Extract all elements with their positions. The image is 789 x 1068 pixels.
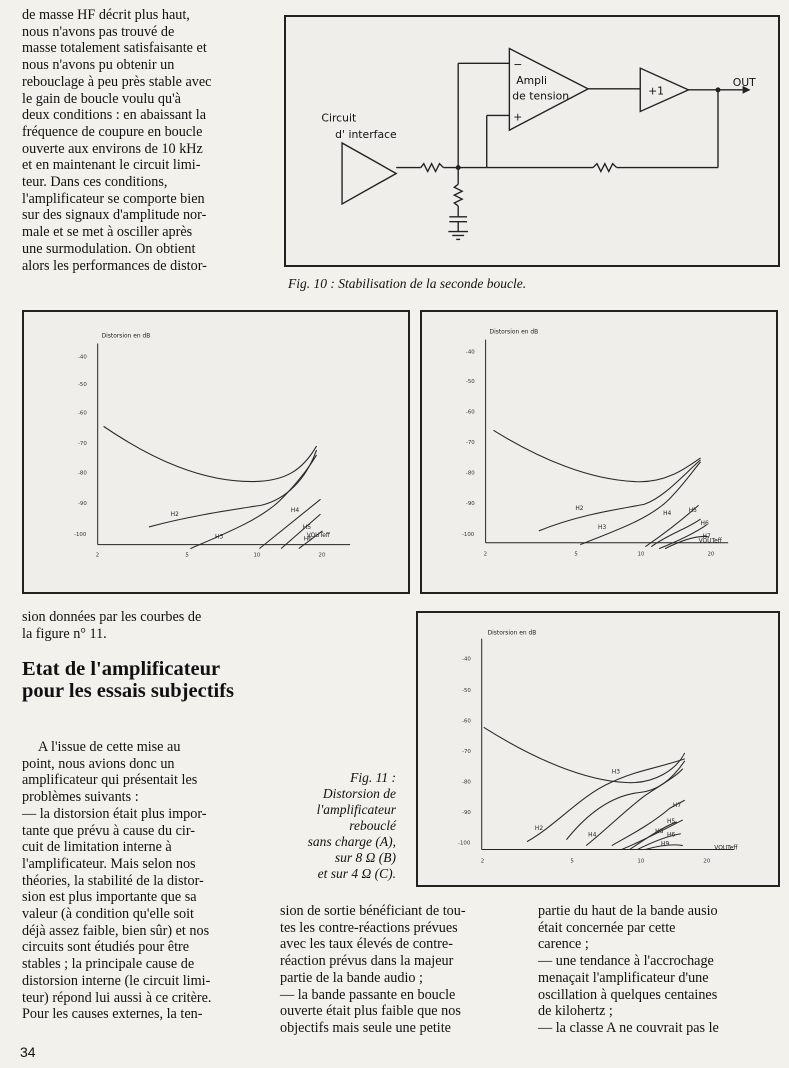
graph-a-series-label: H5	[302, 524, 311, 531]
col1-bottom-line: point, nous avions donc un	[22, 755, 175, 772]
graph-b-curve-total	[494, 430, 701, 481]
graph-b-ytick: -40	[465, 349, 475, 356]
col3-line: partie du haut de la bande ausio	[538, 903, 718, 919]
col2-line: tes les contre-réactions prévues	[280, 919, 458, 936]
graph-c-ytick: -60	[462, 718, 471, 725]
graph-a-ylabel: Distorsion en dB	[101, 333, 151, 340]
graph-a-series-label: H4	[290, 508, 300, 515]
col1-bottom-line: distorsion interne (le circuit limi-	[22, 972, 211, 989]
ampli-label-1: Ampli	[516, 73, 548, 87]
graph-b-ytick: -100	[461, 531, 475, 538]
col2-line: sion de sortie bénéficiant de tou-	[280, 903, 466, 919]
figure-11-caption	[278, 770, 396, 882]
col1-bottom-line: — la distorsion était plus impor-	[22, 805, 207, 822]
col1-bottom-line: teur) répond lui aussi à ce critère.	[22, 989, 212, 1006]
col1-bottom-line: amplificateur qui présentait les	[22, 772, 198, 789]
figure-11-caption-line: sur 8 Ω (B)	[334, 850, 396, 865]
graph-c-ytick: -90	[462, 810, 471, 817]
section-heading: Etat de l'amplificateur pour les essais subjectifs	[22, 658, 235, 702]
figure-11-caption-line: et sur 4 Ω (C).	[317, 866, 396, 881]
figure-10-schematic	[284, 15, 780, 267]
col3-line: était concernée par cette	[538, 919, 676, 936]
graph-a-ytick: -40	[77, 354, 87, 361]
col1-bottom-line: circuits sont étudiés pour être	[22, 939, 190, 956]
col2-line: ouverte était plus faible que nos	[280, 1003, 461, 1020]
graph-a-ytick: -50	[77, 381, 87, 388]
graph-b-curve-h3	[580, 462, 700, 545]
col1-top-line: fréquence de coupure en boucle	[22, 123, 203, 140]
graph-b-series-label: H7	[702, 533, 711, 540]
graph-c-series-label: H3	[611, 769, 621, 776]
page-number: 34	[20, 1044, 36, 1060]
col1-top-line: alors les performances de distor-	[22, 257, 207, 274]
col1-top-line: une surmodulation. On obtient	[22, 240, 196, 257]
col3-line: menaçait l'amplificateur d'une	[538, 969, 709, 986]
col2-line: avec les taux élevés de contre-	[280, 936, 453, 953]
graph-a-ytick: -60	[77, 410, 87, 417]
graph-c-xtick: 2	[480, 858, 485, 865]
col1-mid-line: la figure n° 11.	[22, 625, 107, 642]
graph-b-series-label: H2	[575, 506, 584, 513]
graph-a-xtick: 5	[185, 552, 189, 559]
graph-b-xtick: 20	[707, 551, 715, 558]
graph-c-series-label: H4	[588, 832, 597, 839]
graph-c-series-label: H5	[666, 818, 676, 825]
graph-b-ytick: -70	[465, 440, 475, 447]
col1-top-line: masse totalement satisfaisante et	[22, 40, 207, 57]
shunt-resistor	[454, 184, 462, 206]
graph-b-xlabel: VOUTeff	[698, 538, 722, 545]
graph-b-series-label: H6	[700, 520, 709, 527]
col1-top-line: le gain de boucle voulu qu'à	[22, 90, 181, 107]
graph-b-xtick: 5	[574, 551, 578, 558]
graph-a-xtick: 10	[253, 552, 261, 559]
graph-a-ytick: -80	[77, 470, 87, 477]
col3-line: carence ;	[538, 936, 589, 953]
col1-top-line: et en maintenant le circuit limi-	[22, 157, 201, 174]
graph-a-xlabel: VOUTeff	[306, 532, 330, 539]
graph-a-series-label: H3	[215, 534, 224, 541]
col1-top-line: deux conditions : en abaissant la	[22, 107, 207, 124]
col1-top-line: nous n'avons pu obtenir un	[22, 57, 175, 74]
col1-bottom-line: tante que prévu à cause du cir-	[22, 822, 196, 839]
graph-a-curve-h5	[281, 514, 320, 549]
graph-a-ytick: -90	[77, 501, 87, 508]
graph-a-series-label: H2	[170, 512, 179, 519]
graph-b-ylabel: Distorsion en dB	[489, 329, 539, 336]
graph-c-ytick: -70	[462, 748, 471, 755]
col2-line: objectifs mais seule une petite	[280, 1019, 451, 1036]
graph-c-series-label: H2	[534, 825, 544, 832]
col2-text	[280, 903, 516, 1037]
graph-b-ytick: -90	[465, 501, 475, 508]
graph-c-series-label: H8	[655, 828, 664, 835]
col1-bottom-line: déjà assez faible, bien sûr) et nos	[22, 922, 210, 939]
figure-10-caption: Fig. 10 : Stabilisation de la seconde boucle.	[288, 276, 527, 291]
graph-b-series-label: H4	[663, 511, 672, 518]
col1-top-text	[22, 7, 259, 274]
minus-label: −	[513, 58, 523, 72]
out-label: OUT	[732, 75, 756, 89]
feedback-resistor	[593, 164, 617, 172]
col1-top-line: male et se met à osciller après	[22, 224, 193, 241]
col2-line: — la bande passante en boucle	[280, 986, 456, 1003]
graph-b-series-label: H3	[598, 524, 607, 531]
col1-top-line: l'amplificateur se comporte bien	[22, 190, 205, 207]
plus-label: +	[513, 110, 523, 124]
col1-bottom-line: valeur (à condition qu'elle soit	[22, 906, 194, 923]
input-resistor	[421, 164, 444, 172]
graph-c-series-label: H7	[672, 803, 682, 810]
graph-c-ytick: -50	[462, 687, 471, 694]
col3-line: oscillation à quelques centaines	[538, 986, 718, 1003]
figure-11-caption-line: l'amplificateur	[316, 802, 396, 817]
graph-c-series-label: H6	[666, 832, 676, 839]
graph-b-ytick: -80	[465, 470, 475, 477]
schematic-svg	[286, 17, 778, 265]
figure-11-graph-a	[22, 310, 410, 594]
buffer-label: +1	[648, 84, 665, 98]
graph-c-ylabel: Distorsion en dB	[487, 630, 537, 637]
col1-bottom-line: cuit de limitation interne à	[22, 839, 172, 856]
col3-line: — la classe A ne couvrait pas le	[538, 1019, 719, 1036]
graph-c-ytick: -100	[458, 840, 471, 847]
graph-b-xtick: 2	[483, 551, 488, 558]
figure-11-caption-line: Fig. 11 :	[350, 770, 396, 785]
graph-c-series-label: H9	[661, 841, 670, 848]
col1-mid-text	[22, 609, 259, 642]
col1-bottom-line: Pour les causes externes, la ten-	[22, 1006, 203, 1023]
graph-c-xtick: 10	[637, 858, 645, 865]
col1-mid-line: sion données par les courbes de	[22, 609, 202, 625]
interface-label-2: d' interface	[335, 128, 397, 142]
graph-c-curve-total	[484, 727, 685, 782]
graph-a-xtick: 20	[318, 552, 326, 559]
graph-c-xlabel: VOUTeff	[714, 845, 738, 852]
col1-bottom-line: l'amplificateur. Mais selon nos	[22, 855, 196, 872]
figure-11-caption-line: Distorsion de	[322, 786, 396, 801]
figure-11-caption-line: rebouclé	[349, 818, 396, 833]
col3-line: — une tendance à l'accrochage	[538, 953, 714, 970]
col1-top-line: rebouclage à peu près stable avec	[22, 73, 212, 90]
graph-b-curve-h2	[539, 460, 701, 531]
graph-c-xtick: 5	[570, 858, 574, 865]
graph-b-ytick: -60	[465, 409, 475, 416]
col2-line: partie de la bande audio ;	[280, 969, 423, 986]
interface-amp-symbol	[342, 143, 396, 204]
graph-a-series-label: H6	[303, 536, 312, 543]
col1-top-line: de masse HF décrit plus haut,	[22, 7, 190, 23]
graph-c-ytick: -80	[462, 779, 471, 786]
graph-a-curve-total	[104, 426, 317, 481]
col2-line: réaction prévus dans la majeur	[280, 953, 454, 970]
figure-11-caption-line: sans charge (A),	[307, 834, 396, 849]
col1-top-line: ouverte aux environs de 10 kHz	[22, 140, 203, 157]
ampli-label-2: de tension	[512, 89, 570, 103]
graph-a-xtick: 2	[95, 552, 100, 559]
graph-b-series-label: H5	[688, 508, 697, 515]
graph-b-ytick: -50	[465, 378, 475, 385]
graph-b-xtick: 10	[637, 551, 645, 558]
col1-top-line: sur des signaux d'amplitude nor-	[22, 207, 207, 224]
interface-label-1: Circuit	[321, 111, 357, 125]
col1-bottom-text	[22, 739, 259, 1023]
graph-c-xtick: 20	[703, 858, 711, 865]
col1-top-line: nous n'avons pas trouvé de	[22, 23, 175, 40]
col1-top-line: teur. Dans ces conditions,	[22, 174, 168, 191]
col1-bottom-line: sion est plus importante que sa	[22, 889, 197, 906]
col1-bottom-line: problèmes suivants :	[22, 789, 139, 806]
col1-bottom-line: A l'issue de cette mise au	[38, 739, 181, 755]
graph-a-ytick: -70	[77, 441, 87, 448]
col3-text	[538, 903, 778, 1037]
col1-bottom-line: stables ; la principale cause de	[22, 956, 195, 973]
col1-bottom-line: théories, la stabilité de la distor-	[22, 872, 204, 889]
figure-11-graph-c	[416, 611, 780, 887]
figure-11-graph-b	[420, 310, 778, 594]
col3-line: de kilohertz ;	[538, 1003, 613, 1020]
graph-a-ytick: -100	[74, 531, 87, 538]
graph-c-ytick: -40	[462, 656, 471, 663]
